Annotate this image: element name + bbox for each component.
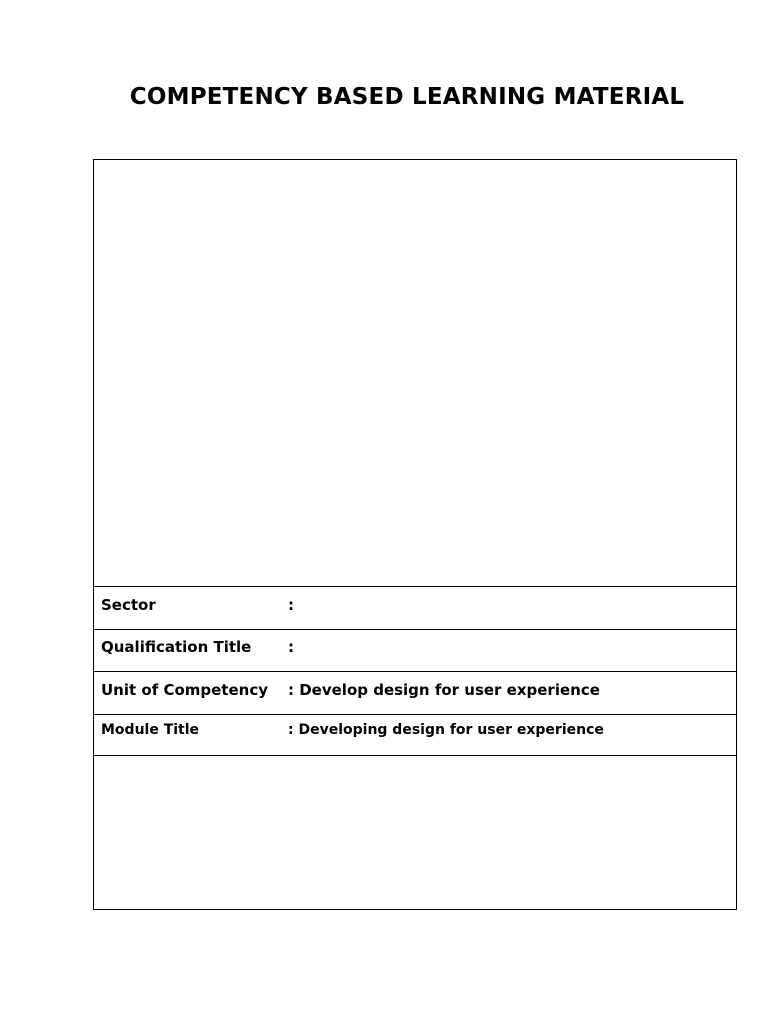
module-title-row <box>94 714 736 755</box>
sector-label: Sector <box>101 596 156 614</box>
module-title-label: Module Title <box>101 722 200 738</box>
footer-blank-area <box>94 755 736 909</box>
qualification-title-label: Qualification Title <box>101 638 252 656</box>
unit-of-competency-label: Unit of Competency <box>101 681 268 699</box>
qualification-title-row <box>94 629 736 671</box>
qualification-title-value: : <box>288 638 294 656</box>
page-title: COMPETENCY BASED LEARNING MATERIAL <box>129 84 685 110</box>
cover-frame <box>93 159 737 910</box>
unit-of-competency-value: : Develop design for user experience <box>288 681 600 699</box>
cover-image-area <box>94 160 736 586</box>
module-title-value: : Developing design for user experience <box>288 722 604 738</box>
sector-value: : <box>288 596 294 614</box>
sector-row <box>94 586 736 629</box>
unit-of-competency-row <box>94 671 736 714</box>
